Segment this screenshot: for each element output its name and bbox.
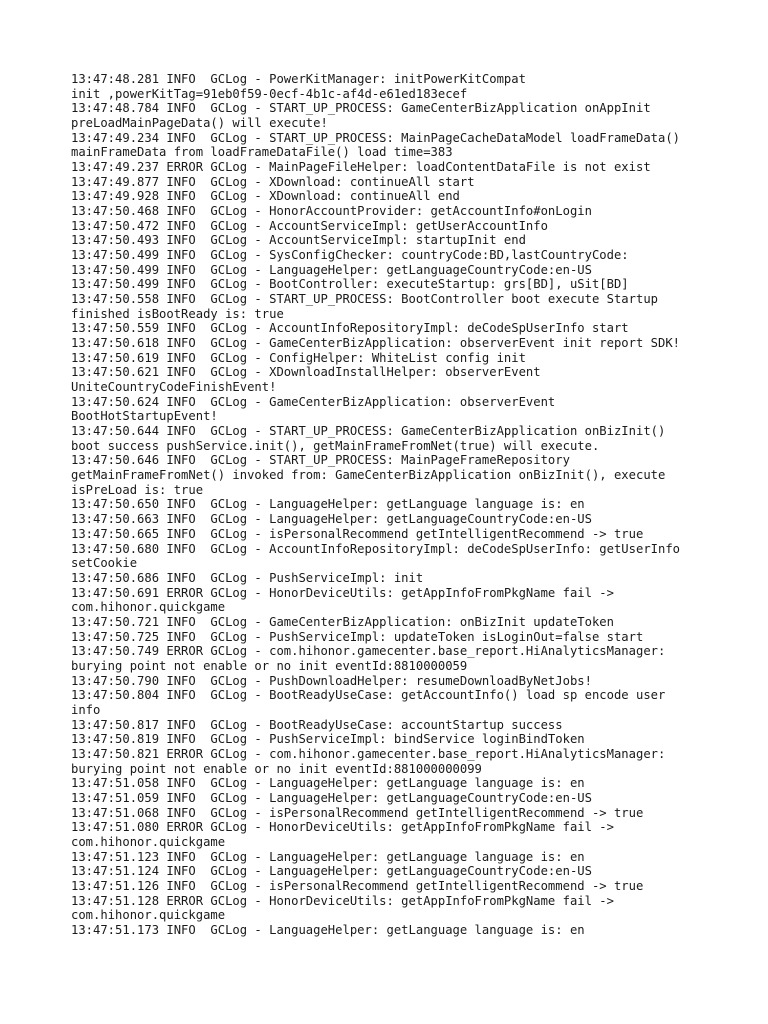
log-line: 13:47:50.644 INFO GCLog - START_UP_PROCESS: GameCenterBizApplication onBizInit() bbox=[71, 424, 666, 439]
log-line: getMainFrameFromNet() invoked from: GameCenterBizApplication onBizInit(), execute bbox=[71, 468, 666, 483]
log-line: 13:47:50.499 INFO GCLog - LanguageHelper: getLanguageCountryCode:en-US bbox=[71, 262, 592, 277]
log-line: com.hihonor.quickgame bbox=[71, 908, 226, 923]
log-line: 13:47:51.173 INFO GCLog - LanguageHelper: getLanguage language is: en bbox=[71, 922, 585, 937]
log-line: com.hihonor.quickgame bbox=[71, 600, 226, 615]
log-line: 13:47:51.058 INFO GCLog - LanguageHelper: getLanguage language is: en bbox=[71, 776, 585, 791]
log-line: 13:47:49.928 INFO GCLog - XDownload: continueAll end bbox=[71, 189, 460, 204]
log-line: preLoadMainPageData() will execute! bbox=[71, 116, 328, 131]
log-line: 13:47:50.646 INFO GCLog - START_UP_PROCESS: MainPageFrameRepository bbox=[71, 453, 570, 468]
log-line: info bbox=[71, 702, 101, 717]
log-line: 13:47:50.819 INFO GCLog - PushServiceImpl: bindService loginBindToken bbox=[71, 732, 585, 747]
log-line: 13:47:51.068 INFO GCLog - isPersonalRecommend getIntelligentRecommend -> true bbox=[71, 805, 644, 820]
log-line: 13:47:50.749 ERROR GCLog - com.hihonor.gamecenter.base_report.HiAnalyticsManager: bbox=[71, 644, 666, 659]
log-line: 13:47:48.784 INFO GCLog - START_UP_PROCESS: GameCenterBizApplication onAppInit bbox=[71, 101, 651, 116]
log-line: com.hihonor.quickgame bbox=[71, 834, 226, 849]
log-line: 13:47:50.468 INFO GCLog - HonorAccountProvider: getAccountInfo#onLogin bbox=[71, 204, 592, 219]
log-line: 13:47:50.472 INFO GCLog - AccountServiceImpl: getUserAccountInfo bbox=[71, 218, 548, 233]
log-line: 13:47:50.618 INFO GCLog - GameCenterBizApplication: observerEvent init report SDK! bbox=[71, 336, 681, 351]
log-line: 13:47:51.080 ERROR GCLog - HonorDeviceUtils: getAppInfoFromPkgName fail -> bbox=[71, 820, 614, 835]
log-line: 13:47:50.691 ERROR GCLog - HonorDeviceUtils: getAppInfoFromPkgName fail -> bbox=[71, 585, 614, 600]
log-line: burying point not enable or no init eventId:881000000099 bbox=[71, 761, 482, 776]
log-line: 13:47:49.237 ERROR GCLog - MainPageFileHelper: loadContentDataFile is not exist bbox=[71, 160, 651, 175]
log-line: 13:47:49.877 INFO GCLog - XDownload: continueAll start bbox=[71, 174, 475, 189]
log-line: isPreLoad is: true bbox=[71, 482, 204, 497]
log-line: 13:47:50.493 INFO GCLog - AccountServiceImpl: startupInit end bbox=[71, 233, 526, 248]
log-line: 13:47:48.281 INFO GCLog - PowerKitManager: initPowerKitCompat bbox=[71, 72, 526, 86]
log-line: 13:47:50.665 INFO GCLog - isPersonalRecommend getIntelligentRecommend -> true bbox=[71, 526, 644, 541]
log-line: BootHotStartupEvent! bbox=[71, 409, 218, 424]
log-line: finished isBootReady is: true bbox=[71, 306, 284, 321]
log-line: setCookie bbox=[71, 556, 138, 571]
log-line: 13:47:50.721 INFO GCLog - GameCenterBizApplication: onBizInit updateToken bbox=[71, 614, 614, 629]
log-text-block bbox=[71, 72, 731, 938]
log-line: 13:47:50.559 INFO GCLog - AccountInfoRepositoryImpl: deCodeSpUserInfo start bbox=[71, 321, 629, 336]
log-line: 13:47:51.124 INFO GCLog - LanguageHelper: getLanguageCountryCode:en-US bbox=[71, 864, 592, 879]
log-line: 13:47:50.663 INFO GCLog - LanguageHelper: getLanguageCountryCode:en-US bbox=[71, 512, 592, 527]
log-line: init ,powerKitTag=91eb0f59-0ecf-4b1c-af4d-e61ed183ecef bbox=[71, 86, 468, 101]
log-line: 13:47:50.821 ERROR GCLog - com.hihonor.gamecenter.base_report.HiAnalyticsManager: bbox=[71, 746, 666, 761]
log-line: 13:47:51.126 INFO GCLog - isPersonalRecommend getIntelligentRecommend -> true bbox=[71, 878, 644, 893]
log-line: 13:47:49.234 INFO GCLog - START_UP_PROCESS: MainPageCacheDataModel loadFrameData() bbox=[71, 130, 681, 145]
log-line: 13:47:50.624 INFO GCLog - GameCenterBizApplication: observerEvent bbox=[71, 394, 556, 409]
log-line: 13:47:50.804 INFO GCLog - BootReadyUseCase: getAccountInfo() load sp encode user bbox=[71, 688, 666, 703]
log-line: 13:47:50.650 INFO GCLog - LanguageHelper: getLanguage language is: en bbox=[71, 497, 585, 512]
log-line: boot success pushService.init(), getMainFrameFromNet(true) will execute. bbox=[71, 438, 600, 453]
log-line: 13:47:50.817 INFO GCLog - BootReadyUseCase: accountStartup success bbox=[71, 717, 563, 732]
log-line: 13:47:50.621 INFO GCLog - XDownloadInstallHelper: observerEvent bbox=[71, 365, 541, 380]
log-line: UniteCountryCodeFinishEvent! bbox=[71, 380, 277, 395]
log-line: 13:47:51.128 ERROR GCLog - HonorDeviceUtils: getAppInfoFromPkgName fail -> bbox=[71, 893, 614, 908]
log-line: 13:47:51.059 INFO GCLog - LanguageHelper: getLanguageCountryCode:en-US bbox=[71, 790, 592, 805]
log-line: 13:47:50.686 INFO GCLog - PushServiceImpl: init bbox=[71, 570, 424, 585]
log-line: 13:47:50.680 INFO GCLog - AccountInfoRepositoryImpl: deCodeSpUserInfo: getUserInfo bbox=[71, 541, 681, 556]
log-line: mainFrameData from loadFrameDataFile() load time=383 bbox=[71, 145, 453, 160]
log-line: 13:47:50.725 INFO GCLog - PushServiceImpl: updateToken isLoginOut=false start bbox=[71, 629, 644, 644]
log-line: 13:47:50.499 INFO GCLog - BootController: executeStartup: grs[BD], uSit[BD] bbox=[71, 277, 629, 292]
log-line: 13:47:50.619 INFO GCLog - ConfigHelper: WhiteList config init bbox=[71, 350, 526, 365]
log-line: 13:47:50.499 INFO GCLog - SysConfigChecker: countryCode:BD,lastCountryCode: bbox=[71, 248, 629, 263]
log-line: 13:47:50.558 INFO GCLog - START_UP_PROCESS: BootController boot execute Startup bbox=[71, 292, 658, 307]
log-line: 13:47:51.123 INFO GCLog - LanguageHelper: getLanguage language is: en bbox=[71, 849, 585, 864]
log-line: burying point not enable or no init eventId:8810000059 bbox=[71, 658, 468, 673]
log-line: 13:47:50.790 INFO GCLog - PushDownloadHelper: resumeDownloadByNetJobs! bbox=[71, 673, 592, 688]
